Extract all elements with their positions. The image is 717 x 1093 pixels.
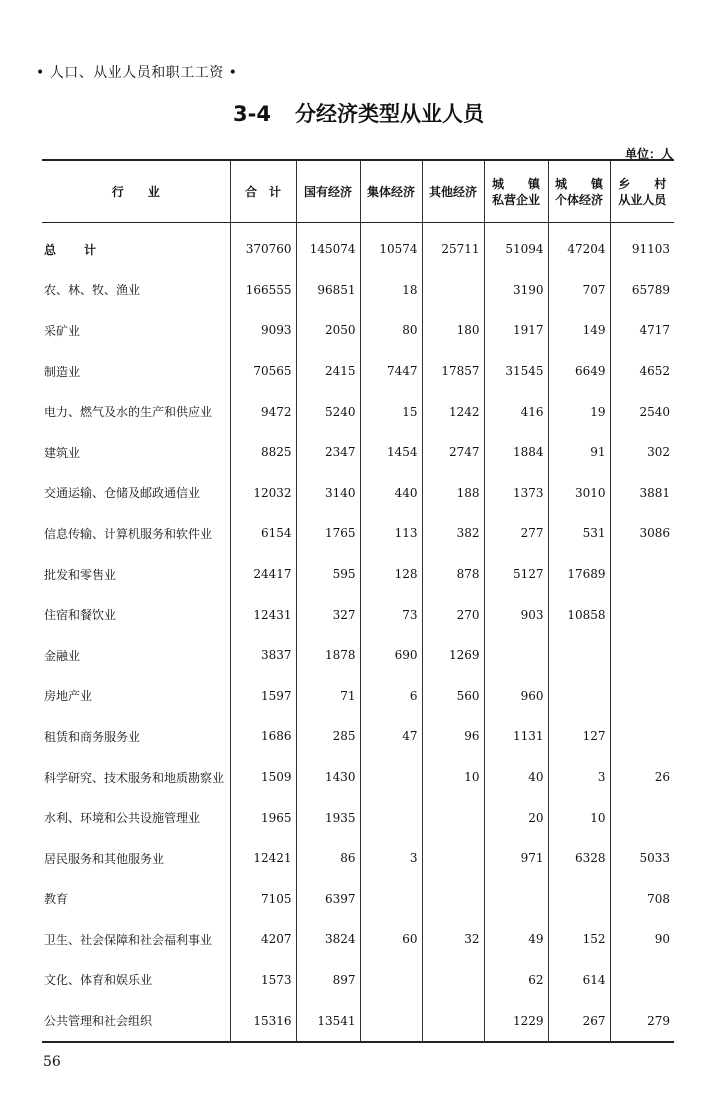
header-state — [296, 160, 360, 223]
cell-rural: 3881 — [610, 473, 674, 514]
cell-urban-private: 903 — [484, 594, 548, 635]
cell-state: 1765 — [296, 513, 360, 554]
table-row — [42, 223, 674, 270]
cell-industry: 水利、环境和公共设施管理业 — [44, 811, 201, 826]
cell-collective — [360, 757, 422, 798]
header-rural-line2: 从业人员 — [618, 192, 667, 207]
cell-other: 25711 — [422, 223, 484, 270]
cell-rural — [610, 635, 674, 676]
cell-urban-indiv: 614 — [548, 960, 610, 1001]
cell-collective — [360, 1000, 422, 1042]
cell-other — [422, 797, 484, 838]
cell-industry: 租赁和商务服务业 — [44, 729, 141, 744]
cell-total: 1573 — [230, 960, 296, 1001]
cell-urban-indiv: 91 — [548, 432, 610, 473]
table-row — [42, 635, 674, 676]
cell-state: 96851 — [296, 270, 360, 311]
cell-industry: 居民服务和其他服务业 — [44, 851, 165, 866]
page-number: 56 — [43, 1054, 61, 1070]
cell-urban-indiv: 531 — [548, 513, 610, 554]
cell-rural: 708 — [610, 879, 674, 920]
cell-industry: 电力、燃气及水的生产和供应业 — [44, 405, 213, 420]
cell-urban-indiv: 127 — [548, 716, 610, 757]
running-head: • 人口、从业人员和职工工资 • — [36, 65, 238, 81]
cell-urban-indiv: 3 — [548, 757, 610, 798]
cell-industry: 农、林、牧、渔业 — [44, 283, 141, 298]
cell-urban-private: 49 — [484, 919, 548, 960]
cell-total: 1597 — [230, 676, 296, 717]
cell-collective — [360, 879, 422, 920]
cell-state: 2415 — [296, 351, 360, 392]
cell-urban-private: 5127 — [484, 554, 548, 595]
cell-state: 86 — [296, 838, 360, 879]
header-collective — [360, 160, 422, 223]
unit-label: 单位：人 — [624, 147, 673, 161]
table-row — [42, 1000, 674, 1042]
cell-total: 3837 — [230, 635, 296, 676]
cell-collective: 6 — [360, 676, 422, 717]
table-row — [42, 757, 674, 798]
header-other — [422, 160, 484, 223]
cell-collective: 15 — [360, 391, 422, 432]
cell-collective: 18 — [360, 270, 422, 311]
cell-collective: 113 — [360, 513, 422, 554]
cell-total: 15316 — [230, 1000, 296, 1042]
cell-rural: 90 — [610, 919, 674, 960]
cell-state: 285 — [296, 716, 360, 757]
table-row — [42, 351, 674, 392]
table-title: 分经济类型从业人员 — [294, 102, 484, 126]
cell-other: 17857 — [422, 351, 484, 392]
cell-total: 1509 — [230, 757, 296, 798]
cell-urban-private: 51094 — [484, 223, 548, 270]
cell-total: 6154 — [230, 513, 296, 554]
cell-state: 897 — [296, 960, 360, 1001]
table-row — [42, 919, 674, 960]
cell-urban-indiv: 152 — [548, 919, 610, 960]
table-number: 3-4 — [233, 102, 271, 126]
cell-state: 595 — [296, 554, 360, 595]
table-row — [42, 716, 674, 757]
cell-industry: 住宿和餐饮业 — [44, 608, 117, 623]
cell-rural — [610, 594, 674, 635]
cell-urban-indiv: 6649 — [548, 351, 610, 392]
cell-urban-indiv: 10858 — [548, 594, 610, 635]
cell-urban-indiv: 19 — [548, 391, 610, 432]
cell-urban-private: 62 — [484, 960, 548, 1001]
cell-urban-private: 31545 — [484, 351, 548, 392]
cell-urban-private: 3190 — [484, 270, 548, 311]
cell-urban-indiv — [548, 635, 610, 676]
cell-state: 5240 — [296, 391, 360, 432]
cell-urban-private — [484, 635, 548, 676]
cell-state: 2050 — [296, 310, 360, 351]
header-industry-label: 行 业 — [111, 184, 160, 199]
table-row — [42, 797, 674, 838]
table-row — [42, 391, 674, 432]
cell-collective: 1454 — [360, 432, 422, 473]
cell-rural — [610, 797, 674, 838]
cell-other: 180 — [422, 310, 484, 351]
cell-collective — [360, 960, 422, 1001]
cell-other — [422, 838, 484, 879]
header-other-label: 其他经济 — [428, 184, 477, 199]
cell-urban-indiv — [548, 879, 610, 920]
header-total-label: 合 计 — [244, 184, 281, 199]
cell-rural: 3086 — [610, 513, 674, 554]
header-urban-individual-line1: 城 镇 — [554, 176, 603, 191]
cell-industry: 信息传输、计算机服务和软件业 — [44, 526, 213, 541]
cell-state: 1935 — [296, 797, 360, 838]
cell-total: 8825 — [230, 432, 296, 473]
cell-industry: 房地产业 — [44, 689, 93, 704]
cell-other — [422, 270, 484, 311]
cell-rural: 302 — [610, 432, 674, 473]
cell-other: 560 — [422, 676, 484, 717]
cell-urban-indiv: 267 — [548, 1000, 610, 1042]
cell-rural: 2540 — [610, 391, 674, 432]
cell-urban-private: 1884 — [484, 432, 548, 473]
cell-industry: 批发和零售业 — [44, 567, 117, 582]
cell-industry: 制造业 — [44, 364, 81, 379]
cell-urban-indiv: 149 — [548, 310, 610, 351]
table-row — [42, 310, 674, 351]
cell-urban-private: 40 — [484, 757, 548, 798]
cell-other: 878 — [422, 554, 484, 595]
cell-rural: 91103 — [610, 223, 674, 270]
cell-rural — [610, 716, 674, 757]
cell-rural: 4652 — [610, 351, 674, 392]
header-rural-line1: 乡 村 — [618, 176, 667, 191]
cell-urban-indiv: 10 — [548, 797, 610, 838]
header-rural — [610, 160, 674, 223]
cell-collective: 7447 — [360, 351, 422, 392]
employment-table — [42, 159, 674, 1043]
cell-other: 1242 — [422, 391, 484, 432]
cell-urban-private: 1373 — [484, 473, 548, 514]
cell-total: 370760 — [230, 223, 296, 270]
cell-total: 4207 — [230, 919, 296, 960]
cell-other: 2747 — [422, 432, 484, 473]
cell-state: 1878 — [296, 635, 360, 676]
cell-total: 9472 — [230, 391, 296, 432]
cell-collective: 3 — [360, 838, 422, 879]
table-row — [42, 432, 674, 473]
cell-urban-private: 971 — [484, 838, 548, 879]
header-urban-private-line1: 城 镇 — [491, 176, 540, 191]
cell-urban-indiv: 47204 — [548, 223, 610, 270]
cell-total: 24417 — [230, 554, 296, 595]
cell-rural — [610, 554, 674, 595]
cell-rural — [610, 676, 674, 717]
header-total — [230, 160, 296, 223]
table-row — [42, 554, 674, 595]
cell-total: 12431 — [230, 594, 296, 635]
cell-industry: 交通运输、仓储及邮政通信业 — [44, 486, 201, 501]
cell-total: 12421 — [230, 838, 296, 879]
cell-other — [422, 1000, 484, 1042]
cell-urban-private: 1229 — [484, 1000, 548, 1042]
table-row — [42, 960, 674, 1001]
table-row — [42, 473, 674, 514]
cell-state: 71 — [296, 676, 360, 717]
header-urban-private — [484, 160, 548, 223]
table-row — [42, 879, 674, 920]
cell-state: 6397 — [296, 879, 360, 920]
cell-other: 32 — [422, 919, 484, 960]
table-body — [42, 223, 674, 1042]
cell-other — [422, 879, 484, 920]
header-urban-individual-line2: 个体经济 — [554, 192, 603, 207]
cell-collective — [360, 797, 422, 838]
cell-total: 9093 — [230, 310, 296, 351]
cell-industry: 公共管理和社会组织 — [42, 1000, 230, 1042]
cell-state: 145074 — [296, 223, 360, 270]
cell-other: 270 — [422, 594, 484, 635]
cell-other — [422, 960, 484, 1001]
header-urban-individual — [548, 160, 610, 223]
cell-industry: 采矿业 — [44, 323, 81, 338]
cell-rural: 4717 — [610, 310, 674, 351]
cell-rural: 26 — [610, 757, 674, 798]
cell-industry: 建筑业 — [44, 445, 81, 460]
cell-total: 7105 — [230, 879, 296, 920]
cell-urban-indiv — [548, 676, 610, 717]
cell-state: 327 — [296, 594, 360, 635]
table-row — [42, 838, 674, 879]
cell-urban-private — [484, 879, 548, 920]
cell-urban-private: 277 — [484, 513, 548, 554]
cell-industry: 教育 — [44, 892, 69, 907]
cell-total: 70565 — [230, 351, 296, 392]
header-collective-label: 集体经济 — [366, 184, 415, 199]
cell-other: 382 — [422, 513, 484, 554]
cell-rural — [610, 960, 674, 1001]
cell-collective: 440 — [360, 473, 422, 514]
cell-other: 96 — [422, 716, 484, 757]
cell-industry: 文化、体育和娱乐业 — [44, 973, 153, 988]
cell-total: 1965 — [230, 797, 296, 838]
cell-state: 3824 — [296, 919, 360, 960]
page-title — [0, 98, 717, 128]
cell-industry: 总计 — [44, 242, 125, 257]
header-state-label: 国有经济 — [303, 184, 352, 199]
cell-urban-indiv: 17689 — [548, 554, 610, 595]
table-row — [42, 513, 674, 554]
cell-urban-indiv: 6328 — [548, 838, 610, 879]
cell-urban-private: 1131 — [484, 716, 548, 757]
cell-state: 1430 — [296, 757, 360, 798]
cell-urban-private: 20 — [484, 797, 548, 838]
cell-rural: 279 — [610, 1000, 674, 1042]
cell-collective: 47 — [360, 716, 422, 757]
cell-other: 188 — [422, 473, 484, 514]
cell-urban-private: 1917 — [484, 310, 548, 351]
table-row — [42, 676, 674, 717]
cell-state: 13541 — [296, 1000, 360, 1042]
cell-collective: 60 — [360, 919, 422, 960]
header-row — [42, 160, 674, 223]
cell-collective: 690 — [360, 635, 422, 676]
cell-total: 1686 — [230, 716, 296, 757]
table-row — [42, 594, 674, 635]
cell-collective: 80 — [360, 310, 422, 351]
cell-state: 2347 — [296, 432, 360, 473]
cell-rural: 65789 — [610, 270, 674, 311]
cell-industry: 卫生、社会保障和社会福利事业 — [44, 932, 213, 947]
cell-other: 1269 — [422, 635, 484, 676]
cell-collective: 128 — [360, 554, 422, 595]
cell-industry: 金融业 — [44, 648, 81, 663]
cell-collective: 73 — [360, 594, 422, 635]
cell-industry: 科学研究、技术服务和地质勘察业 — [44, 770, 225, 785]
cell-state: 3140 — [296, 473, 360, 514]
table-row — [42, 270, 674, 311]
cell-urban-indiv: 707 — [548, 270, 610, 311]
header-industry — [42, 160, 230, 223]
header-urban-private-line2: 私营企业 — [491, 192, 540, 207]
cell-other: 10 — [422, 757, 484, 798]
cell-urban-indiv: 3010 — [548, 473, 610, 514]
cell-rural: 5033 — [610, 838, 674, 879]
cell-total: 12032 — [230, 473, 296, 514]
cell-collective: 10574 — [360, 223, 422, 270]
cell-urban-private: 416 — [484, 391, 548, 432]
cell-total: 166555 — [230, 270, 296, 311]
cell-urban-private: 960 — [484, 676, 548, 717]
